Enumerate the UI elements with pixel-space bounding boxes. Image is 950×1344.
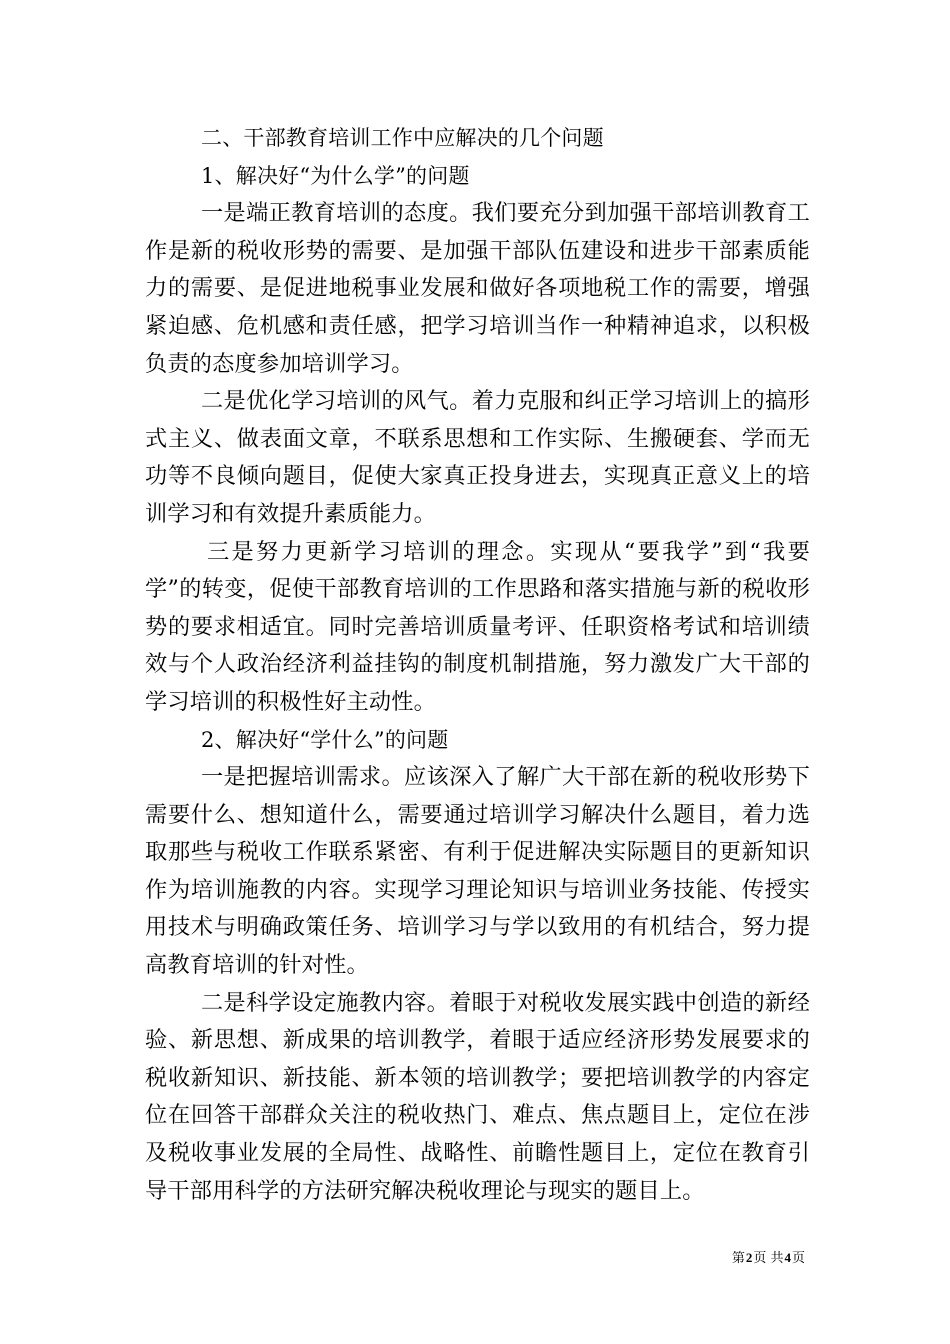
paragraph-teaching-content: 二是科学设定施教内容。着眼于对税收发展实践中创造的新经验、新思想、新成果的培训教学，着眼于适应经济形势发展要求的税收新知识、新技能、新本领的培训教学；要把培训教学的内容定位在回答干部群众关注的税收热门、难点、焦点题目上，定位在涉及税收事业发展的全局性、战略性、前瞻性题目上，定位在教育引导干部用科学的方法研究解决税收理论与现实的题目上。 <box>145 989 810 1204</box>
paragraph-attitude: 一是端正教育培训的态度。我们要充分到加强干部培训教育工作是新的税收形势的需要、是加强干部队伍建设和进步干部素质能力的需要、是促进地税事业发展和做好各项地税工作的需要，增强紧迫感、危机感和责任感，把学习培训当作一种精神追求，以积极负责的态度参加培训学习。 <box>145 200 810 377</box>
footer-current-page: 2 <box>745 1250 753 1265</box>
page-footer <box>732 1247 805 1266</box>
subsection-heading-what-learn: 2、解决好“学什么”的问题 <box>201 727 449 752</box>
footer-prefix: 第 <box>731 1251 745 1266</box>
footer-middle: 页 共 <box>753 1251 784 1266</box>
subsection-heading-why-learn: 1、解决好“为什么学”的问题 <box>201 163 470 188</box>
paragraph-atmosphere: 二是优化学习培训的风气。着力克服和纠正学习培训上的搞形式主义、做表面文章，不联系思想和工作实际、生搬硬套、学而无功等不良倾向题目，促使大家真正投身进去，实现真正意义上的培训学习和有效提升素质能力。 <box>145 388 810 527</box>
paragraph-training-needs: 一是把握培训需求。应该深入了解广大干部在新的税收形势下需要什么、想知道什么，需要通过培训学习解决什么题目，着力选取那些与税收工作联系紧密、有利于促进解决实际题目的更新知识作为培训施教的内容。实现学习理论知识与培训业务技能、传授实用技术与明确政策任务、培训学习与学以致用的有机结合，努力提高教育培训的针对性。 <box>145 764 810 979</box>
section-heading: 二、干部教育培训工作中应解决的几个问题 <box>201 126 604 150</box>
footer-suffix: 页 <box>791 1251 805 1266</box>
paragraph-concept: 三是努力更新学习培训的理念。实现从“要我学”到“我要学”的转变，促使干部教育培训的工作思路和落实措施与新的税收形势的要求相适宜。同时完善培训质量考评、任职资格考试和培训绩效与个人政治经济利益挂钩的制度机制措施，努力激发广大干部的学习培训的积极性好主动性。 <box>145 538 810 715</box>
footer-total-pages: 4 <box>784 1250 791 1265</box>
document-body <box>145 120 810 1210</box>
